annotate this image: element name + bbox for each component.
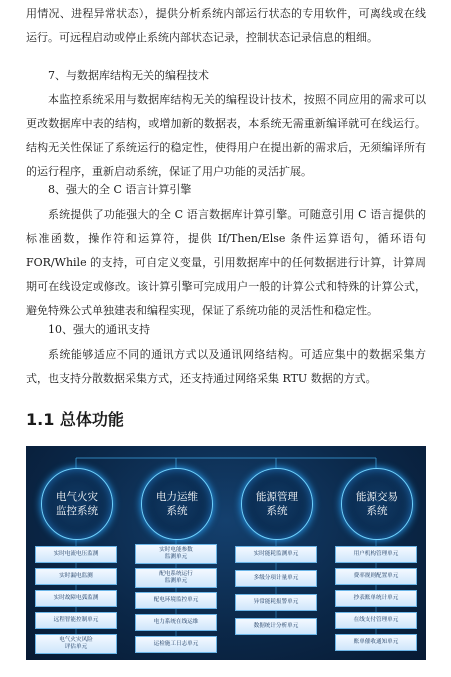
unit-box: 实时能耗监测单元 <box>235 546 317 563</box>
unit-box: 抄表账单统计单元 <box>335 590 417 607</box>
overall-function-diagram <box>26 446 426 660</box>
system-hub-energy-mgmt: 能源管理 系统 <box>241 468 313 540</box>
unit-box: 实时电能参数 监测单元 <box>135 544 217 564</box>
heading-item-10: 10、强大的通讯支持 <box>48 323 150 336</box>
paragraph-status-log: 用情况、进程异常状态），提供分析系统内部运行状态的专用软件，可离线或在线运行。可远程启动或停止系统内部状态记录，控制状态记录信息的粗细。 <box>26 7 426 44</box>
unit-box: 在线支付管理单元 <box>335 612 417 629</box>
unit-box: 电力系统在线运维 <box>135 614 217 631</box>
unit-box: 配电系统运行 监测单元 <box>135 568 217 588</box>
unit-box: 多级分项计量单元 <box>235 570 317 587</box>
paragraph-communication: 系统能够适应不同的通讯方式以及通讯网络结构。可适应集中的数据采集方式，也支持分散数据采集方式，还支持通过网络采集 RTU 数据的方式。 <box>26 348 426 385</box>
unit-box: 实时电流电压监测 <box>35 546 117 563</box>
unit-box: 运检施工日志单元 <box>135 636 217 653</box>
system-hub-energy-trading: 能源交易 系统 <box>341 468 413 540</box>
unit-box: 异常能耗报警单元 <box>235 594 317 611</box>
unit-box: 费率规则配置单元 <box>335 568 417 585</box>
unit-box: 配电环境监控单元 <box>135 592 217 609</box>
section-title: 1.1 总体功能 <box>26 410 124 429</box>
diagram-column-fire-monitoring <box>26 446 126 660</box>
unit-box: 实时漏电监测 <box>35 568 117 585</box>
unit-box: 账单催收通知单元 <box>335 634 417 651</box>
paragraph-calc-engine: 系统提供了功能强大的全 C 语言数据库计算引擎。可随意引用 C 语言提供的标准函数，操作符和运算符，提供 If/Then/Else 条件运算语句，循环语句 FOR/While 的支持，可自定义变量，引用数据库中的任何数据进行计算，计算周期可在线设定或修改。该计算引擎可完成用户一般的计算公式和特殊的计算公式，避免特殊公式单独建表和编程实现，保证了系统功能的灵活性和稳定性。 <box>26 208 426 317</box>
system-hub-fire-monitoring: 电气火灾 监控系统 <box>41 468 113 540</box>
heading-item-7: 7、与数据库结构无关的编程技术 <box>48 69 209 82</box>
diagram-column-energy-mgmt <box>226 446 326 660</box>
unit-box: 远程智能控制单元 <box>35 612 117 629</box>
paragraph-db-structure: 本监控系统采用与数据库结构无关的编程设计技术，按照不同应用的需求可以更改数据库中表的结构，或增加新的数据表，本系统无需重新编译就可在线运行。结构无关性保证了系统运行的稳定性，使得用户在提出新的需求后，无须编译所有的运行程序，重新启动系统，保证了用户功能的灵活扩展。 <box>26 93 426 178</box>
unit-box: 用户机构管理单元 <box>335 546 417 563</box>
heading-item-8: 8、强大的全 C 语言计算引擎 <box>48 183 192 196</box>
system-hub-power-ops: 电力运维 系统 <box>141 468 213 540</box>
diagram-column-power-ops <box>126 446 226 660</box>
unit-box: 实时故障电弧监测 <box>35 590 117 607</box>
unit-box: 数据统计分析单元 <box>235 618 317 635</box>
unit-box: 电气火灾风险 评估单元 <box>35 634 117 654</box>
diagram-column-energy-trading <box>326 446 426 660</box>
